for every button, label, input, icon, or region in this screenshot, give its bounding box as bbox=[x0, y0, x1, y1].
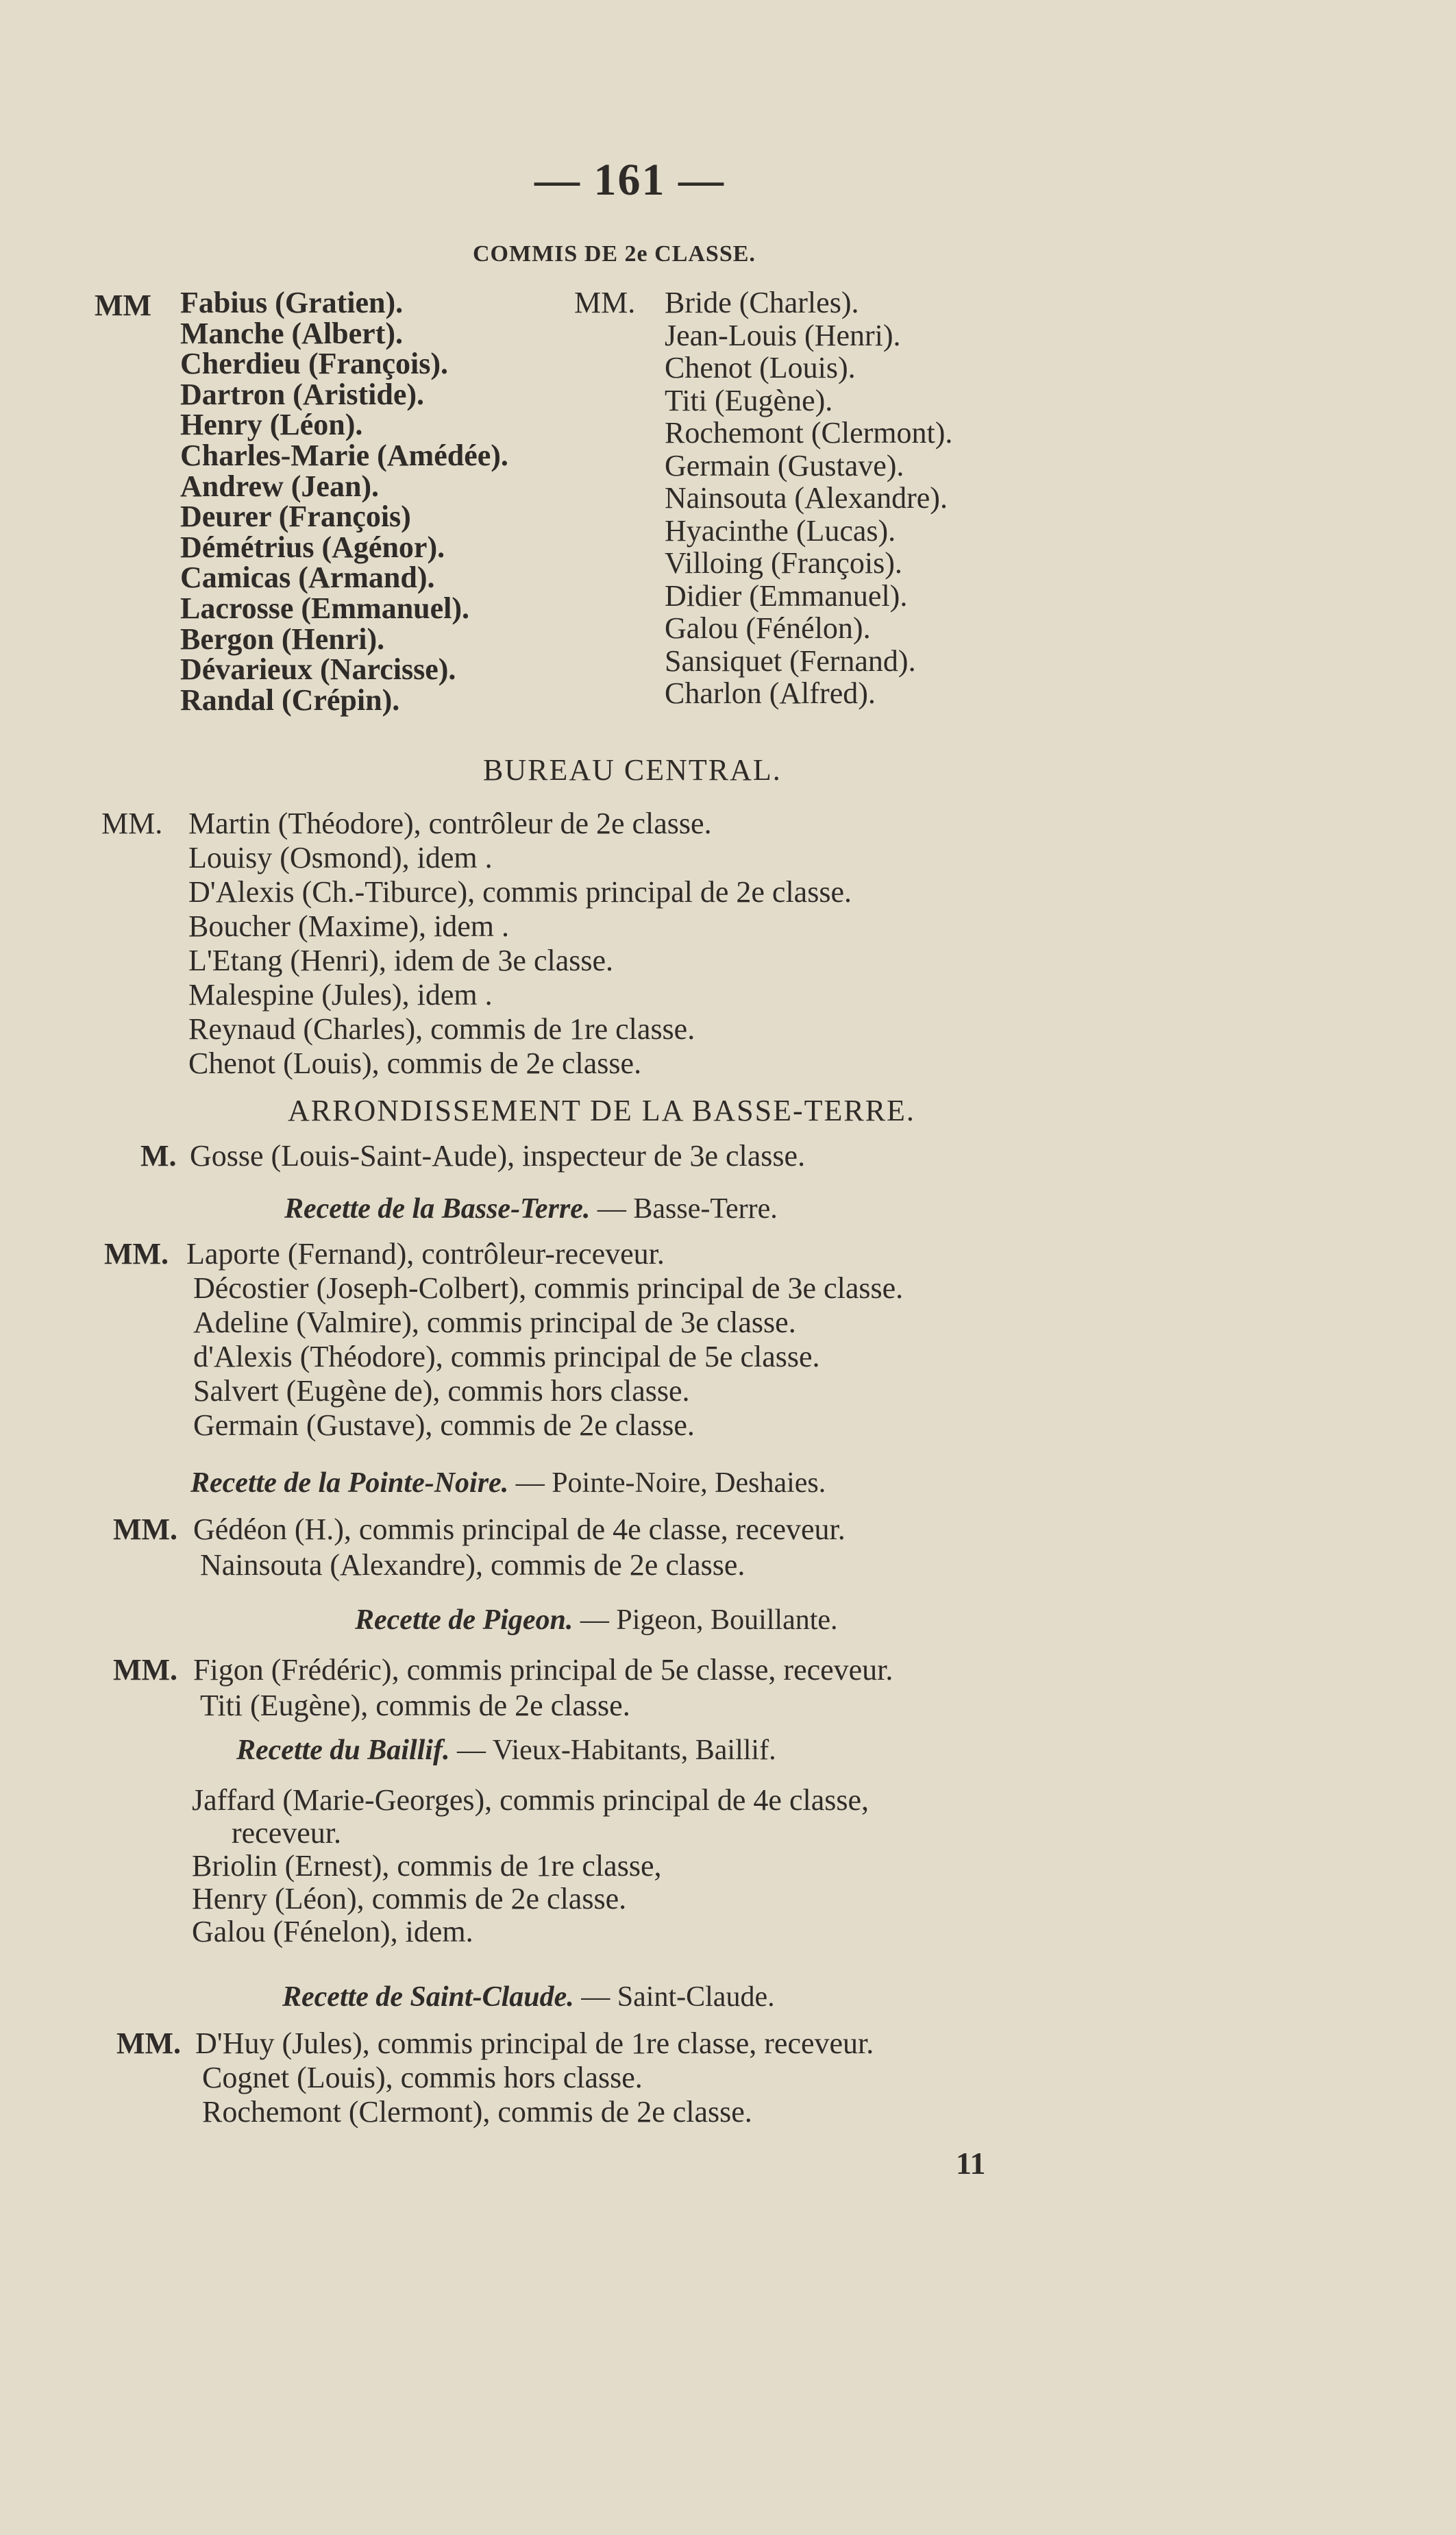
recette-name: Recette de la Basse-Terre. bbox=[284, 1193, 591, 1225]
list-item: Charlon (Alfred). bbox=[665, 676, 876, 710]
list-item: Rochemont (Clermont). bbox=[665, 416, 953, 450]
mm-right-label: MM. bbox=[574, 286, 636, 319]
inspecteur-line: Gosse (Louis-Saint-Aude), inspecteur de 3e classe. bbox=[190, 1139, 806, 1173]
list-item: Jean-Louis (Henri). bbox=[665, 318, 901, 352]
list-item: Adeline (Valmire), commis principal de 3e classe. bbox=[193, 1306, 796, 1339]
list-item: Galou (Fénélon). bbox=[665, 611, 871, 645]
recette-baillif-list bbox=[192, 1785, 869, 1950]
list-item: Didier (Emmanuel). bbox=[665, 578, 908, 613]
list-item: D'Alexis (Ch.-Tiburce), commis principal de 2e classe. bbox=[188, 875, 852, 909]
recette-title-baillif bbox=[236, 1734, 776, 1767]
list-item: Charles-Marie (Amédée). bbox=[180, 438, 508, 472]
list-item: Dévarieux (Narcisse). bbox=[180, 652, 456, 687]
arrondissement-heading: ARRONDISSEMENT DE LA BASSE-TERRE. bbox=[288, 1094, 915, 1127]
list-item: Reynaud (Charles), commis de 1re classe. bbox=[188, 1012, 695, 1046]
bureau-central-heading: BUREAU CENTRAL. bbox=[483, 753, 782, 787]
recette-place: — Pigeon, Bouillante. bbox=[580, 1604, 838, 1636]
commis-right-column bbox=[665, 288, 952, 711]
folio-number: 11 bbox=[956, 2146, 986, 2181]
recette-name: Recette de Pigeon. bbox=[355, 1604, 573, 1636]
list-item: Villoing (François). bbox=[665, 546, 902, 580]
list-item: Fabius (Gratien). bbox=[180, 286, 404, 319]
list-item: Démétrius (Agénor). bbox=[180, 530, 445, 564]
list-item: Briolin (Ernest), commis de 1re classe, bbox=[192, 1849, 662, 1883]
list-item: Bride (Charles). bbox=[665, 286, 859, 319]
recette-title-basse-terre bbox=[284, 1192, 778, 1225]
recette-name: Recette du Baillif. bbox=[236, 1735, 450, 1766]
list-item: Bergon (Henri). bbox=[180, 622, 385, 656]
recette-place: — Vieux-Habitants, Baillif. bbox=[456, 1735, 776, 1766]
recette-name: Recette de la Pointe-Noire. bbox=[190, 1467, 509, 1499]
list-item: Titi (Eugène). bbox=[665, 383, 833, 417]
list-item: Gédéon (H.), commis principal de 4e classe, receveur. bbox=[193, 1513, 846, 1546]
recette-pointe-noire-list bbox=[193, 1515, 846, 1586]
list-item: Henry (Léon). bbox=[180, 408, 363, 442]
list-item: Malespine (Jules), idem . bbox=[188, 978, 493, 1012]
list-item: Salvert (Eugène de), commis hors classe. bbox=[193, 1374, 690, 1408]
recette-mm-label: MM. bbox=[116, 2026, 182, 2060]
list-item: Figon (Frédéric), commis principal de 5e classe, receveur. bbox=[193, 1653, 893, 1687]
list-item: Rochemont (Clermont), commis de 2e classe. bbox=[202, 2095, 752, 2129]
list-item: Cherdieu (François). bbox=[180, 347, 449, 381]
bureau-mm-label: MM. bbox=[101, 807, 163, 840]
list-item: Décostier (Joseph-Colbert), commis principal de 3e classe. bbox=[193, 1271, 904, 1305]
recette-pigeon-list bbox=[193, 1655, 893, 1726]
arrondissement-m-label: M. bbox=[140, 1139, 177, 1173]
recette-mm-label: MM. bbox=[113, 1653, 178, 1687]
list-item: Boucher (Maxime), idem . bbox=[188, 909, 509, 943]
list-item: Camicas (Armand). bbox=[180, 561, 435, 595]
list-item: Dartron (Aristide). bbox=[180, 377, 424, 411]
list-item: Laporte (Fernand), contrôleur-receveur. bbox=[186, 1237, 665, 1271]
commis-left-column bbox=[180, 288, 508, 715]
recette-place: — Pointe-Noire, Deshaies. bbox=[515, 1467, 826, 1499]
list-item: Chenot (Louis), commis de 2e classe. bbox=[188, 1046, 642, 1080]
recette-name: Recette de Saint-Claude. bbox=[282, 1981, 574, 2013]
list-item: L'Etang (Henri), idem de 3e classe. bbox=[188, 944, 614, 977]
bureau-central-list bbox=[188, 809, 852, 1083]
list-item: Manche (Albert). bbox=[180, 316, 404, 350]
recette-title-pointe-noire bbox=[190, 1467, 826, 1499]
list-item: Cognet (Louis), commis hors classe. bbox=[202, 2061, 643, 2094]
list-item: Galou (Fénelon), idem. bbox=[192, 1915, 473, 1948]
list-item: Nainsouta (Alexandre). bbox=[665, 481, 948, 515]
recette-mm-label: MM. bbox=[113, 1513, 178, 1546]
list-item: Andrew (Jean). bbox=[180, 469, 380, 503]
list-item: Louisy (Osmond), idem . bbox=[188, 841, 493, 874]
recette-saint-claude-list bbox=[195, 2026, 874, 2131]
list-item: Henry (Léon), commis de 2e classe. bbox=[192, 1882, 627, 1915]
list-item: Randal (Crépin). bbox=[180, 683, 400, 717]
list-item: D'Huy (Jules), commis principal de 1re classe, receveur. bbox=[195, 2026, 874, 2060]
mm-left-label: MM bbox=[95, 289, 152, 322]
list-item: receveur. bbox=[232, 1816, 341, 1850]
recette-mm-label: MM. bbox=[104, 1237, 169, 1271]
recette-title-pigeon bbox=[355, 1604, 838, 1637]
commis-heading: COMMIS DE 2e CLASSE. bbox=[473, 241, 756, 267]
list-item: Chenot (Louis). bbox=[665, 351, 856, 384]
list-item: Germain (Gustave), commis de 2e classe. bbox=[193, 1408, 695, 1442]
list-item: Lacrosse (Emmanuel). bbox=[180, 591, 470, 625]
page-number: — 161 — bbox=[534, 155, 725, 205]
recette-place: — Saint-Claude. bbox=[581, 1981, 775, 2013]
list-item: Titi (Eugène), commis de 2e classe. bbox=[200, 1689, 630, 1722]
list-item: Martin (Théodore), contrôleur de 2e classe. bbox=[188, 807, 712, 840]
list-item: Sansiquet (Fernand). bbox=[665, 644, 916, 678]
list-item: Jaffard (Marie-Georges), commis principal de 4e classe, bbox=[192, 1783, 869, 1817]
recette-title-saint-claude bbox=[282, 1981, 775, 2013]
list-item: Nainsouta (Alexandre), commis de 2e classe. bbox=[200, 1548, 745, 1582]
list-item: Deurer (François) bbox=[180, 500, 411, 534]
list-item: d'Alexis (Théodore), commis principal de 5e classe. bbox=[193, 1340, 820, 1373]
recette-basse-terre-list bbox=[186, 1239, 903, 1445]
list-item: Hyacinthe (Lucas). bbox=[665, 513, 896, 548]
recette-place: — Basse-Terre. bbox=[597, 1193, 778, 1225]
list-item: Germain (Gustave). bbox=[665, 448, 904, 482]
